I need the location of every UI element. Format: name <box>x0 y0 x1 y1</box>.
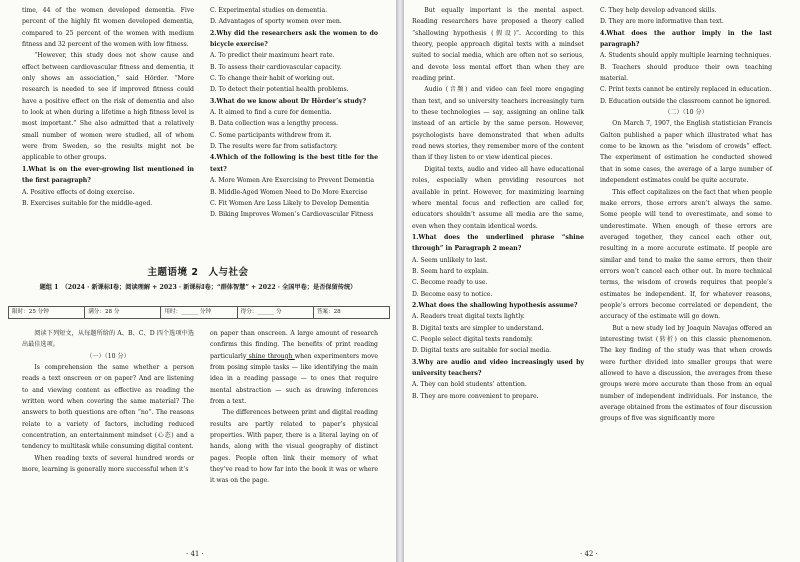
section-heading: 主题语境 2 人与社会 <box>147 267 249 278</box>
question-stem: 3.Why are audio and video increasingly used by university teachers? <box>412 358 584 377</box>
passage-paragraph: This effect capitalizes on the fact that when people make errors, those errors aren’t always the same. Some people will tend to overestimate, and some to underestimate. When enough of these errors are averaged together, they cancel each other out, resulting in a more accurate estimate. If people are similar and tend to make the same errors, then their errors won’t cancel each other out. In more technical terms, the wisdom of crowds requires that people’s estimates be independent. If, for whatever reasons, people’s errors become correlated or dependent, the accuracy of the estimate will go down. <box>600 188 772 321</box>
answer-option: D. Advantages of sporty women over men. <box>210 18 342 26</box>
answer-option: C. They help develop advanced skills. <box>600 7 717 14</box>
answer-option: A. To predict their maximum heart rate. <box>210 52 335 60</box>
answer-option: A. It aimed to find a cure for dementia. <box>210 109 332 117</box>
question-stem: 4.Which of the following is the best title for the text? <box>210 154 378 173</box>
left-column-1 <box>22 5 194 209</box>
question-stem: 4.What does the author imply in the last paragraph? <box>600 29 772 49</box>
answer-cell: 答案：28 <box>316 309 341 315</box>
answer-option: B. They are more convenient to prepare. <box>412 392 539 400</box>
left-column-2 <box>210 5 378 221</box>
passage-paragraph: “However, this study does not show cause and effect between cardiovascular fitness and dementia, it only shows an association,” said Hörder. “More research is needed to see if improved fitness could have a positive effect on the risk of dementia and also to look at when during a lifetime a high fitness level is most important.” She also admitted that a relatively small number of women were studied, all of whom were from Sweden, so the results might not be applicable to other groups. <box>22 52 194 162</box>
answer-option: D. Digital texts are suitable for social media. <box>412 347 552 355</box>
passage-paragraph: On March 7, 1907, the English statistician Francis Galton published a paper which illustrated what has come to be known as the “wisdom of crowds” effect. The experiment of estimation he conducted showed that in some cases, the average of a large number of independent estimates could be quite accurate. <box>600 120 772 185</box>
answer-option: D. The results were far from satisfactory. <box>210 143 338 151</box>
passage-paragraph: 阅读下列短文，从每题所给的 A、B、C、D 四个选项中选出最佳选项。 <box>22 330 194 349</box>
question-stem: 2.Why did the researchers ask the women to do bicycle exercise? <box>210 29 378 49</box>
answer-option: B. Digital texts are simpler to understand. <box>412 324 544 332</box>
right-column-2 <box>600 5 772 425</box>
passage-paragraph: time, 44 of the women developed dementia. Five percent of the highly fit women developed dementia, compared to 25 percent of the women with medium fitness and 32 percent of the women with low fitness. <box>22 7 194 49</box>
left-column-4 <box>210 328 378 487</box>
passage-section-label: （二）（10 分） <box>664 109 708 117</box>
answer-option: D. Become easy to notice. <box>412 290 493 298</box>
answer-option: A. Seem unlikely to last. <box>412 256 488 264</box>
answer-option: C. Experimental studies on dementia. <box>210 7 328 14</box>
answer-option: D. To detect their potential health problems. <box>210 86 349 94</box>
time-used-cell: 用时：______ 分钟 <box>161 307 237 318</box>
passage-section-label: （一）（10 分） <box>86 352 130 360</box>
passage-paragraph: on paper than onscreen. A large amount of research confirms this finding. The benefits of print reading particularly shine through when experimenters move from posing simple tasks — like identifying the main idea in a reading passage — to ones that require mental abstraction — such as drawing inferences from a text. <box>210 330 378 406</box>
answer-option: A. Readers treat digital texts lightly. <box>412 313 525 321</box>
left-column-3 <box>22 328 194 475</box>
question-group-title: 题组 1 （2024 · 新课标Ⅰ卷；阅读理解 + 2023 · 新课标Ⅰ卷；“群体智慧” + 2022 · 全国甲卷；是否保留传统） <box>39 284 357 291</box>
answer-option: C. To change their habit of working out. <box>210 75 335 83</box>
answer-option: B. Data collection was a lengthy process. <box>210 120 339 128</box>
passage-paragraph: Digital texts, audio and video all have educational roles, especially when providing resources not available in print. However, for maximizing learning where mental focus and reflection are called for, educators shouldn’t assume all media are the same, even when they contain identical words. <box>412 165 584 230</box>
answer-option: D. They are more informative than text. <box>600 18 724 26</box>
time-limit-cell: 限时：25 分钟 <box>9 307 85 318</box>
answer-option: C. Become ready to use. <box>412 279 488 287</box>
answer-option: A. Students should apply multiple learning techniques. <box>600 52 772 60</box>
passage-paragraph: Audio (音频) and video can feel more engaging than text, and so university teachers increasingly turn to these technologies — say, assigning an online talk instead of an article by the same person. However, psychologists have demonstrated that when adults read news stories, they remember more of the content than if they listen to or view identical pieces. <box>412 86 584 162</box>
answer-option: A. Positive effects of doing exercise. <box>22 188 135 196</box>
answer-option: B. To assess their cardiovascular capacity. <box>210 63 342 71</box>
answer-option: C. People select digital texts randomly. <box>412 335 533 343</box>
left-page <box>0 0 396 562</box>
right-column-1 <box>412 5 584 402</box>
answer-option: C. Print texts cannot be entirely replaced in education. <box>600 86 772 94</box>
answer-option: D. Biking Improves Women’s Cardiovascular Fitness <box>210 211 374 219</box>
answer-option: A. More Women Are Exercising to Prevent Dementia <box>210 177 374 185</box>
full-score-cell: 满分：28 分 <box>85 307 161 318</box>
score-info-table <box>8 306 390 319</box>
page-number: · 42 · <box>580 550 598 558</box>
passage-paragraph: But equally important is the mental aspect. Reading researchers have proposed a theory called “shallowing hypothesis (假设)”. According to this theory, people approach digital texts with a mindset suited to social media, which are often not so serious, and devote less mental effort than when they are reading print. <box>412 7 584 83</box>
answer-option: D. Education outside the classroom cannot be ignored. <box>600 97 771 105</box>
book-spine <box>396 0 404 562</box>
answer-option: C. Fit Women Are Less Likely to Develop Dementia <box>210 199 370 207</box>
answer-option: B. Middle-Aged Women Need to Do More Exercise <box>210 188 368 196</box>
question-stem: 2.What does the shallowing hypothesis assume? <box>412 301 578 309</box>
answer-option: B. Seem hard to explain. <box>412 267 489 275</box>
answer-option: A. They can hold students’ attention. <box>412 381 527 389</box>
answer-option: C. Some participants withdrew from it. <box>210 131 332 139</box>
underlined-phrase: shine through <box>246 352 295 360</box>
answer-option: B. Teachers should produce their own teaching material. <box>600 63 772 83</box>
passage-paragraph: But a new study led by Joaquin Navajas offered an interesting twist (转折) on this classic phenomenon. The key finding of the study was that when crowds were further divided into smaller groups that were allowed to have a discussion, the averages from these groups were more accurate than those from an equal number of independent individuals. For instance, the average obtained from the estimates of four discussion groups of five was significantly more <box>600 324 772 423</box>
right-page <box>404 0 800 562</box>
score-cell: 得分：______ 分 <box>238 307 314 318</box>
passage-paragraph: Is comprehension the same whether a person reads a text onscreen or on paper? And are listening to and viewing content as effective as reading the written word when covering the same material? The answers to both questions are often “no”. The reasons relate to a variety of factors, including reduced concentration, an entertainment mindset (心态) and a tendency to multitask while consuming digital content. <box>22 364 194 451</box>
answer-option: B. Exercises suitable for the middle-aged. <box>22 199 153 207</box>
page-number: · 41 · <box>186 550 204 558</box>
question-stem: 1.What is on the ever-growing list mentioned in the first paragraph? <box>22 165 194 185</box>
passage-paragraph: When reading texts of several hundred words or more, learning is generally more successful when it’s <box>22 454 194 474</box>
question-stem: 3.What do we know about Dr Hörder’s study? <box>210 97 367 105</box>
question-stem: 1.What does the underlined phrase “shine through” in Paragraph 2 mean? <box>412 233 584 253</box>
passage-paragraph: The differences between print and digital reading results are partly related to paper’s physical properties. With paper, there is a literal laying on of hands, along with the visual geography of distinct pages. People often link their memory of what they’ve read to how far into the book it was or where it was on the page. <box>210 409 378 485</box>
